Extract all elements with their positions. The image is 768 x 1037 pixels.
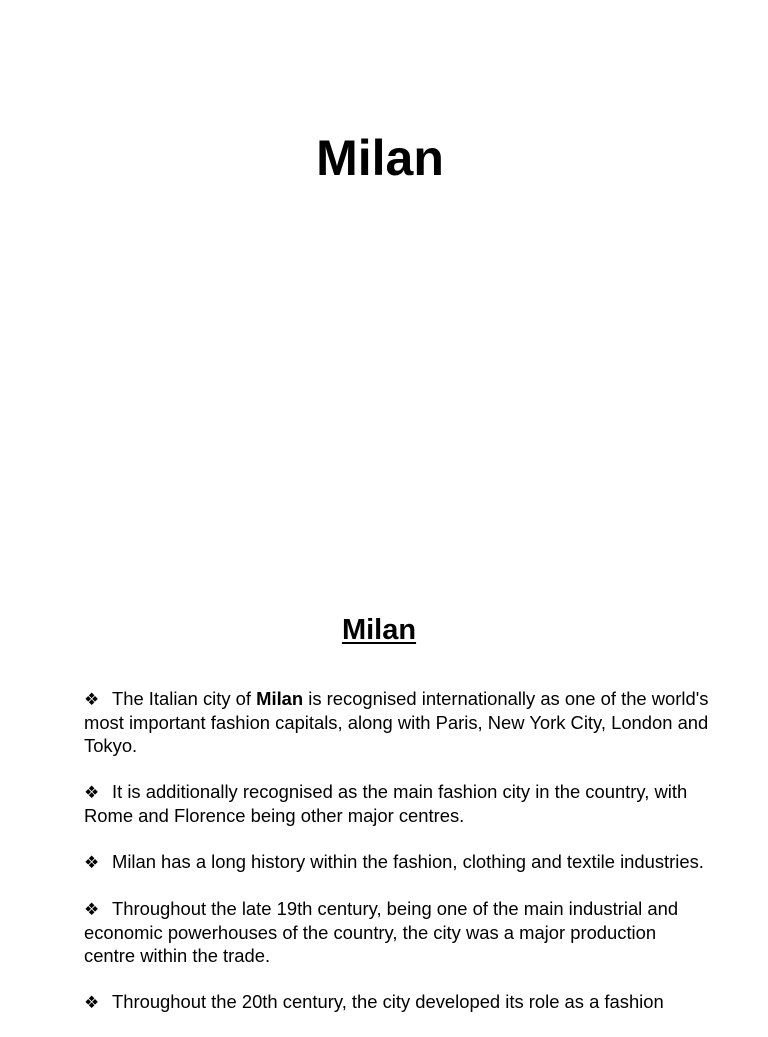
list-item (84, 897, 710, 967)
page-title: Milan (316, 130, 444, 186)
diamond-bullet-icon: ❖ (84, 993, 100, 1012)
bullet-bold-word: Milan (256, 688, 304, 709)
bullet-text: Milan has a long history within the fashion, clothing and textile industries. (112, 851, 704, 872)
bullet-text-start: The Italian city of (112, 688, 257, 709)
bullet-text-end: is recognised internationally as one of the world's most important fashion capitals, along with Paris, New York City, London and Tokyo. (84, 688, 709, 756)
list-item (84, 850, 710, 874)
bullet-text: It is additionally recognised as the main fashion city in the country, with Rome and Florence being other major centres. (84, 781, 688, 826)
bullet-list (84, 687, 710, 1037)
diamond-bullet-icon: ❖ (84, 900, 100, 919)
list-item (84, 780, 710, 827)
section-heading: Milan (341, 614, 417, 646)
bullet-text: Throughout the 20th century, the city developed its role as a fashion (112, 991, 664, 1012)
diamond-bullet-icon: ❖ (84, 853, 100, 872)
list-item (84, 990, 710, 1014)
bullet-text: Throughout the late 19th century, being one of the main industrial and economic powerhouses of the country, the city was a major production centre within the trade. (84, 898, 679, 966)
diamond-bullet-icon: ❖ (84, 783, 100, 802)
diamond-bullet-icon: ❖ (84, 690, 100, 709)
list-item (84, 687, 710, 757)
